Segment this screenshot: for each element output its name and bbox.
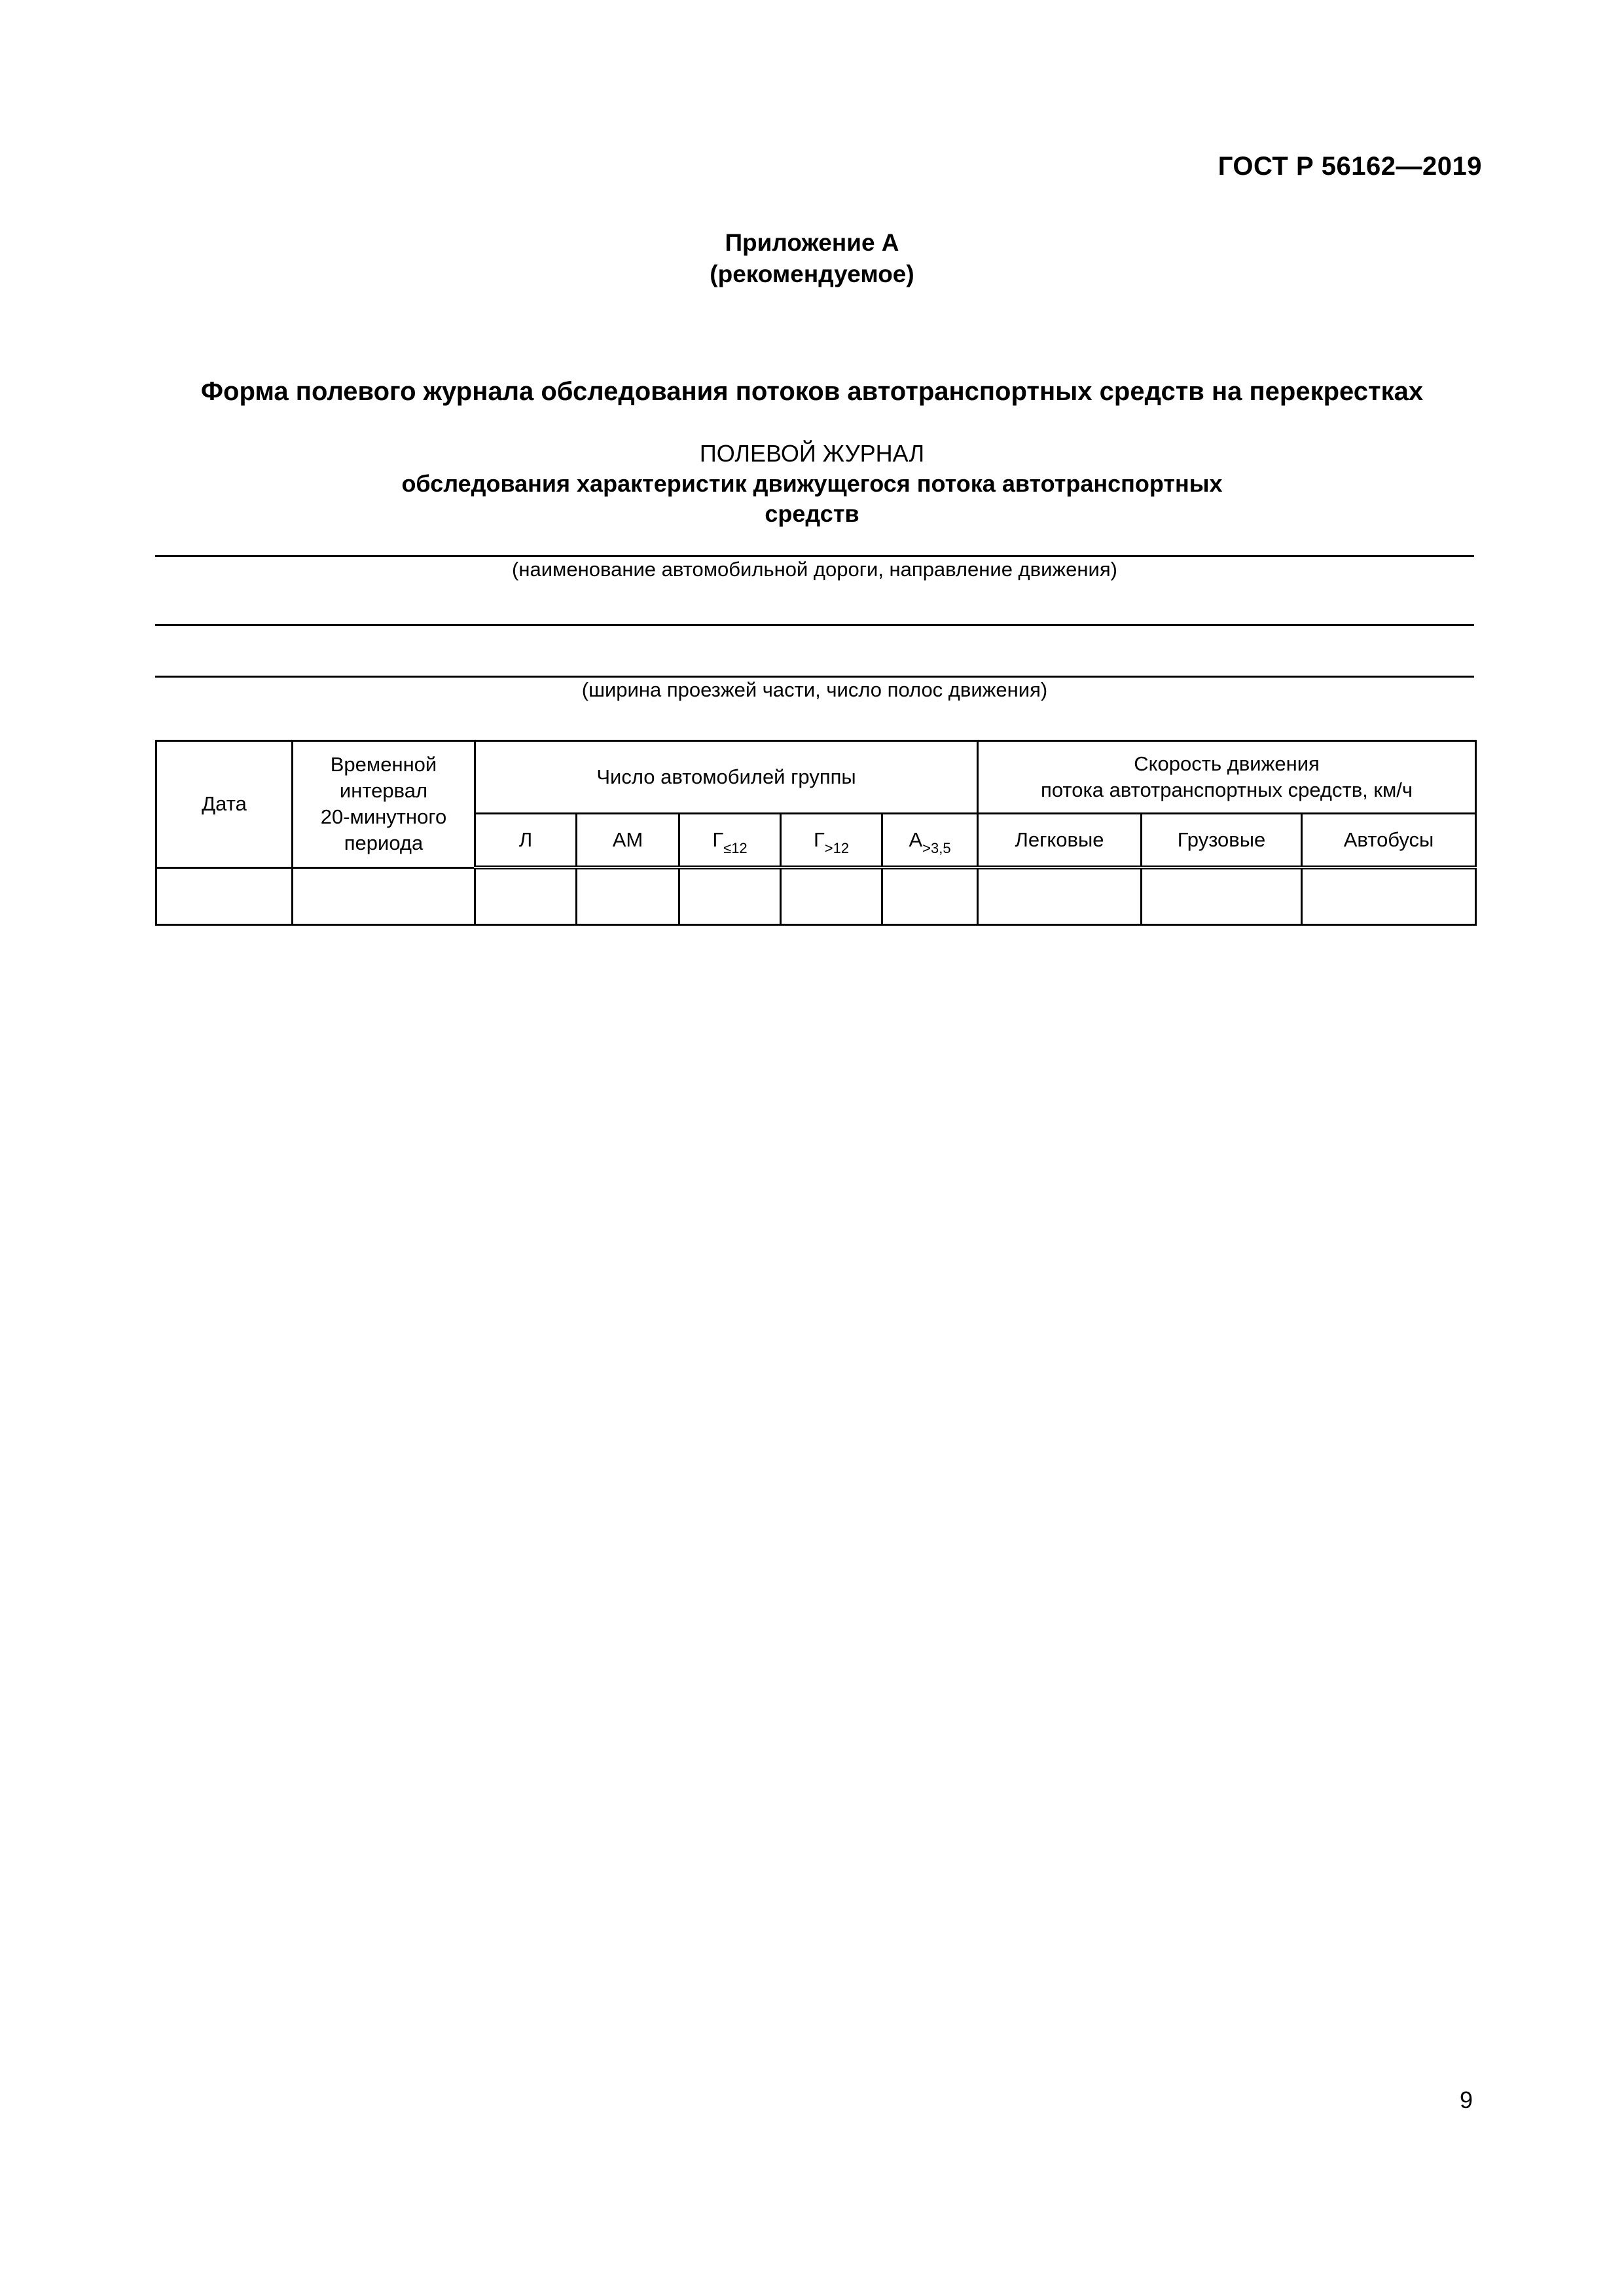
header-interval-line4: периода	[344, 831, 424, 855]
cell-g-le12[interactable]	[679, 867, 781, 925]
page-number: 9	[1460, 2086, 1473, 2113]
g-le12-sub: ≤12	[723, 840, 748, 856]
standard-code: ГОСТ Р 56162—2019	[1218, 152, 1482, 181]
header-speed-light: Легковые	[978, 814, 1142, 868]
header-date: Дата	[156, 741, 293, 868]
cell-speed-buses[interactable]	[1302, 867, 1476, 925]
journal-table	[155, 740, 1477, 926]
header-speed-line2: потока автотранспортных средств, км/ч	[1041, 778, 1413, 801]
header-group-g-gt12	[781, 814, 882, 868]
header-interval-line1: Временной	[330, 753, 437, 776]
roadway-width-line[interactable]	[155, 676, 1474, 678]
journal-title-block	[0, 439, 1624, 529]
cell-g-gt12[interactable]	[781, 867, 882, 925]
road-name-caption: (наименование автомобильной дороги, направление движения)	[512, 558, 1117, 581]
annex-heading	[0, 227, 1624, 290]
cell-interval[interactable]	[293, 867, 475, 925]
header-speed-line1: Скорость движения	[1134, 752, 1320, 775]
cell-a[interactable]	[882, 867, 978, 925]
header-group-am: АМ	[577, 814, 679, 868]
roadway-width-caption: (ширина проезжей части, число полос движения)	[581, 678, 1048, 701]
annex-title: Приложение А	[725, 229, 899, 256]
annex-status: (рекомендуемое)	[710, 261, 914, 287]
cell-date[interactable]	[156, 867, 293, 925]
a-sub: >3,5	[922, 840, 951, 856]
header-speed	[978, 741, 1476, 814]
header-group-g-le12	[679, 814, 781, 868]
a-base: А	[909, 828, 923, 851]
cell-l[interactable]	[475, 867, 577, 925]
header-vehicle-count: Число автомобилей группы	[475, 741, 978, 814]
g-le12-base: Г	[712, 828, 724, 851]
header-interval-line2: интервал	[339, 779, 428, 803]
blank-line[interactable]	[155, 624, 1474, 626]
journal-subtitle-line1: обследования характеристик движущегося потока автотранспортных	[401, 470, 1223, 497]
header-interval-line3: 20-минутного	[320, 805, 447, 829]
cell-speed-trucks[interactable]	[1142, 867, 1302, 925]
header-speed-buses: Автобусы	[1302, 814, 1476, 868]
journal-subtitle-line2: средств	[765, 500, 859, 527]
journal-title: ПОЛЕВОЙ ЖУРНАЛ	[699, 440, 925, 467]
cell-speed-light[interactable]	[978, 867, 1142, 925]
header-group-l: Л	[475, 814, 577, 868]
header-group-a	[882, 814, 978, 868]
header-interval	[293, 741, 475, 868]
road-name-line[interactable]	[155, 555, 1474, 557]
g-gt12-sub: >12	[824, 840, 850, 856]
table-row	[156, 867, 1476, 925]
header-speed-trucks: Грузовые	[1142, 814, 1302, 868]
cell-am[interactable]	[577, 867, 679, 925]
g-gt12-base: Г	[813, 828, 825, 851]
form-heading: Форма полевого журнала обследования потоков автотранспортных средств на перекрестках	[200, 377, 1424, 406]
